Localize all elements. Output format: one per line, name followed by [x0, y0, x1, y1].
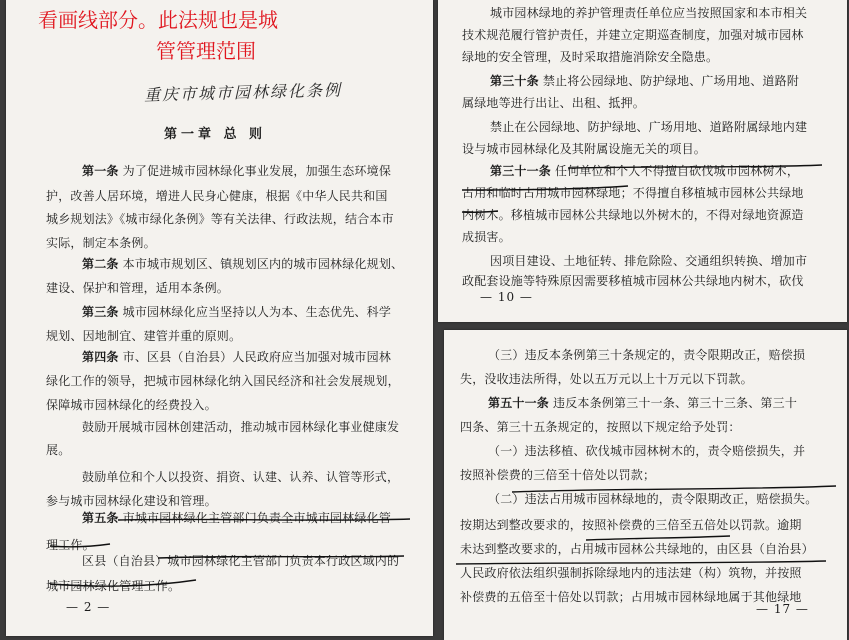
text-line [488, 346, 805, 363]
article-label: 第五条 [82, 511, 119, 525]
text-line [460, 564, 802, 581]
line-text: 本市城市规划区、镇规划区内的城市园林绿化规划、 [118, 257, 404, 271]
line-text: 城市园林绿化管理工作。 [46, 579, 181, 593]
page-number: — 10 — [480, 290, 533, 304]
text-line [46, 327, 241, 344]
line-text: 任何单位和个人不得擅自砍伐城市园林树木， [551, 164, 800, 178]
line-text: 建设、保护和管理，适用本条例。 [46, 281, 230, 295]
line-text: 禁止在公园绿地、防护绿地、广场用地、道路附属绿地内建 [490, 120, 808, 134]
line-text: 城市园林绿化应当坚持以人为本、生态优先、科学 [118, 305, 392, 319]
text-line [490, 72, 799, 89]
text-line [462, 140, 706, 157]
article-label: 第四条 [82, 350, 119, 364]
text-line [82, 418, 399, 435]
text-line [490, 118, 807, 135]
text-line [460, 370, 753, 387]
text-line [462, 184, 804, 201]
line-text: 鼓励开展城市园林创建活动，推动城市园林绿化事业健康发 [82, 420, 400, 434]
line-text: 展。 [46, 443, 71, 457]
text-line [490, 4, 807, 21]
text-line [460, 540, 814, 557]
text-line [82, 162, 391, 179]
line-text: 护，改善人居环境，增进人民身心健康，根据《中华人民共和国 [46, 189, 388, 203]
line-text: （一）违法移植、砍伐城市园林树木的，责令赔偿损失，并 [488, 444, 806, 458]
annotation-line-1: 看画线部分。此法规也是城 [38, 8, 278, 32]
line-text: 设与城市园林绿化及其附属设施无关的项目。 [462, 142, 707, 156]
text-line [462, 272, 804, 289]
line-text: 城市园林绿地的养护管理责任单位应当按照国家和本市相关 [490, 6, 808, 20]
text-line [46, 234, 156, 251]
article-label: 第一条 [82, 164, 119, 178]
line-text: 市城市园林绿化主管部门负责全市城市园林绿化管 [118, 511, 392, 525]
text-line [82, 303, 391, 320]
text-line [460, 418, 741, 435]
text-line [488, 442, 805, 459]
text-line [82, 552, 399, 569]
article-label: 第二条 [82, 257, 119, 271]
text-line [462, 206, 804, 223]
text-line [46, 210, 394, 227]
article-label: 第三十条 [490, 74, 539, 88]
chapter-title: 第一章 总 则 [164, 127, 267, 142]
line-text: 市、区县（自治县）人民政府应当加强对城市园林 [118, 350, 392, 364]
line-text: 占用和临时占用城市园林绿地；不得擅自移植城市园林公共绿地 [462, 186, 804, 200]
article-label: 第三十一条 [490, 164, 552, 178]
line-text: 鼓励单位和个人以投资、捐资、认建、认养、认管等形式， [82, 470, 400, 484]
text-line [490, 252, 807, 269]
line-text: 人民政府依法组织强制拆除绿地内的违法建（构）筑物，并按照 [460, 566, 802, 580]
text-line [46, 536, 95, 553]
line-text: 按期达到整改要求的，按照补偿费的三倍至五倍处以罚款。逾期 [460, 518, 802, 532]
page-number: — 17 — [756, 602, 809, 616]
line-text: 城乡规划法》《城市绿化条例》等有关法律、行政法规，结合本市 [46, 212, 394, 226]
text-line [462, 26, 804, 43]
text-line [82, 255, 403, 272]
line-text: 政配套设施等特殊原因需要移植城市园林公共绿地内树木，砍伐 [462, 274, 804, 288]
line-text: 补偿费的五倍至十倍处以罚款；占用城市园林绿地属于其他绿地 [460, 590, 802, 604]
text-line [462, 228, 511, 245]
text-line [460, 588, 802, 605]
right-bottom-document-page [444, 330, 847, 640]
text-line [488, 394, 797, 411]
text-line [460, 466, 655, 483]
line-text: 规划、因地制宜、建管并重的原则。 [46, 329, 242, 343]
line-text: 保障城市园林绿化的经费投入。 [46, 398, 217, 412]
text-line [46, 492, 217, 509]
annotation-line-2: 管管理范围 [156, 39, 256, 63]
line-text: 理工作。 [46, 538, 95, 552]
line-text: 属绿地等进行出让、出租、抵押。 [462, 96, 646, 110]
text-line [490, 162, 799, 179]
article-label: 第三条 [82, 305, 119, 319]
line-text: （二）违法占用城市园林绿地的，责令限期改正，赔偿损失。 [488, 492, 818, 506]
text-line [82, 468, 399, 485]
text-line [462, 94, 645, 111]
text-line [46, 396, 217, 413]
text-line [46, 372, 400, 389]
line-text: 违反本条例第三十一条、第三十三条、第三十 [549, 396, 798, 410]
line-text: 绿地的安全管理，及时采取措施消除安全隐患。 [462, 50, 719, 64]
line-text: 按照补偿费的三倍至十倍处以罚款； [460, 468, 656, 482]
right-top-document-page [438, 0, 847, 322]
line-text: 内树木。移植城市园林公共绿地以外树木的，不得对绿地资源造 [462, 208, 804, 222]
line-text: 参与城市园林绿化建设和管理。 [46, 494, 217, 508]
line-text: （三）违反本条例第三十条规定的，责令限期改正，赔偿损 [488, 348, 806, 362]
line-text: 四条、第三十五条规定的，按照以下规定给予处罚： [460, 420, 741, 434]
text-line [46, 441, 70, 458]
line-text: 因项目建设、土地征转、排危除险、交通组织转换、增加市 [490, 254, 808, 268]
text-line [82, 509, 391, 526]
text-line [46, 187, 388, 204]
red-annotation [38, 4, 278, 64]
text-line [460, 516, 802, 533]
text-line [462, 48, 718, 65]
line-text: 技术规范履行管护责任，并建立定期巡查制度，加强对城市园林 [462, 28, 804, 42]
line-text: 未达到整改要求的，占用城市园林公共绿地的，由区县（自治县） [460, 542, 814, 556]
line-text: 区县（自治县）城市园林绿化主管部门负责本行政区域内的 [82, 554, 400, 568]
text-line [46, 279, 229, 296]
text-line [488, 490, 817, 507]
line-text: 绿化工作的领导，把城市园林绿化纳入国民经济和社会发展规划， [46, 374, 400, 388]
article-label: 第五十一条 [488, 396, 550, 410]
text-line [46, 577, 180, 594]
handwritten-title: 重庆市城市园林绿化条例 [143, 80, 343, 105]
line-text: 失，没收违法所得，处以五万元以上十万元以下罚款。 [460, 372, 753, 386]
page-number: — 2 — [66, 600, 111, 614]
line-text: 禁止将公园绿地、防护绿地、广场用地、道路附 [538, 74, 800, 88]
text-line [82, 348, 391, 365]
line-text: 为了促进城市园林绿化事业发展，加强生态环境保 [118, 164, 392, 178]
line-text: 成损害。 [462, 230, 511, 244]
line-text: 实际，制定本条例。 [46, 236, 156, 250]
left-document-page [6, 0, 433, 636]
